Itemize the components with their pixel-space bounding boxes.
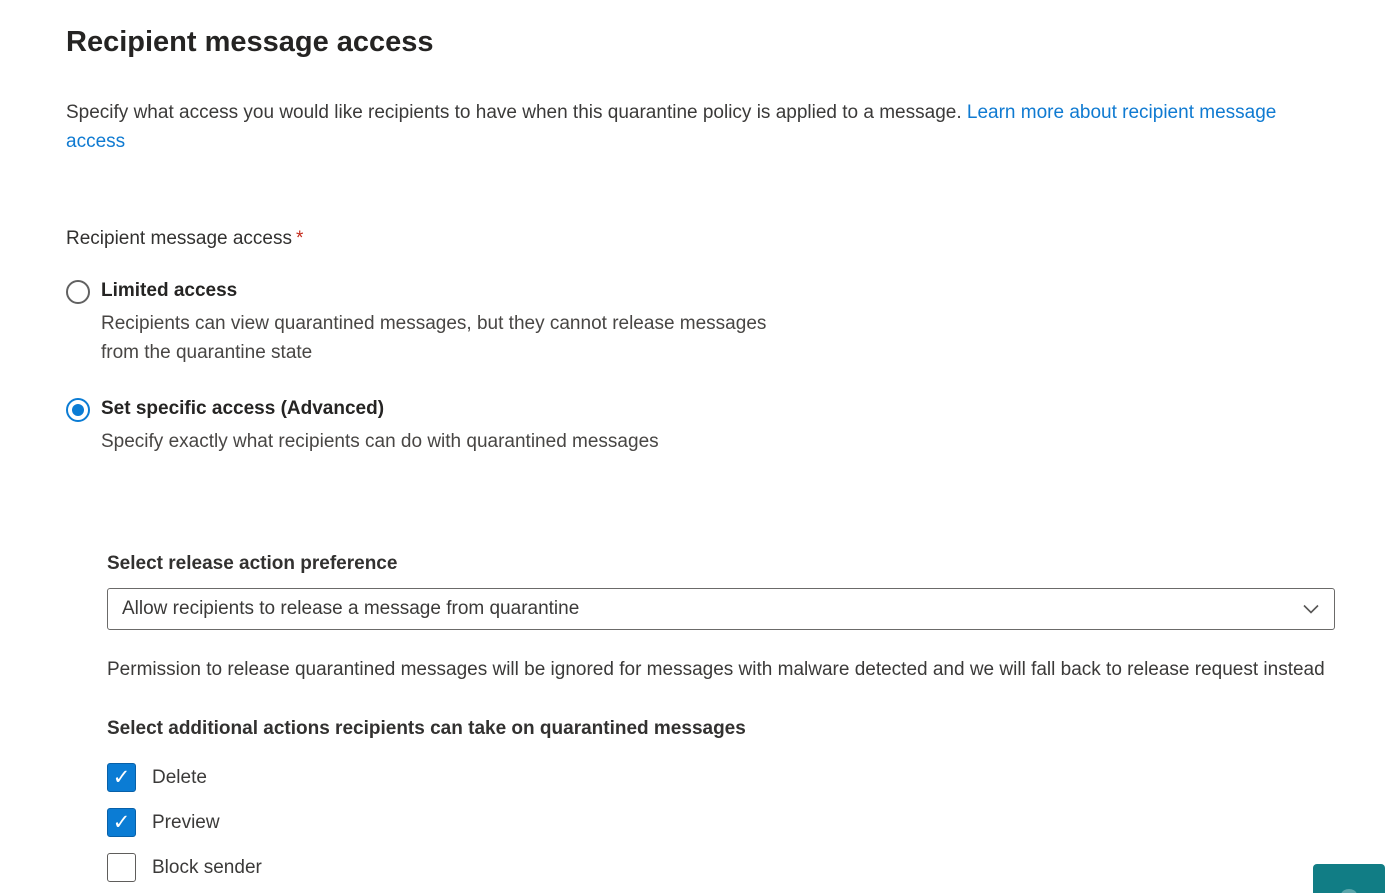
checkmark-icon: ✓ [112, 810, 131, 834]
set-specific-access-label[interactable]: Set specific access (Advanced) [101, 398, 385, 419]
release-preference-help-text: Permission to release quarantined messages will be ignored for messages with malware detected and we will fall back to release request instead [107, 659, 1325, 680]
set-specific-access-texts [101, 397, 659, 456]
limited-access-radio[interactable] [66, 280, 90, 304]
delete-checkbox[interactable] [107, 763, 136, 792]
additional-actions-label: Select additional actions recipients can take on quarantined messages [107, 718, 746, 739]
learn-more-link[interactable]: Learn more about recipient message access [66, 102, 1277, 152]
page-title: Recipient message access [66, 26, 434, 58]
checkbox-row-block-sender [107, 853, 1397, 882]
limited-access-label[interactable]: Limited access [101, 280, 238, 301]
required-marker: * [296, 228, 304, 249]
set-specific-access-radio[interactable] [66, 398, 90, 422]
limited-access-texts [101, 279, 801, 367]
intro-text-body: Specify what access you would like recipients to have when this quarantine policy is applied to a message. [66, 102, 962, 123]
block-sender-checkbox[interactable] [107, 853, 136, 882]
feedback-person-icon [1341, 889, 1357, 893]
set-specific-access-description: Specify exactly what recipients can do with quarantined messages [101, 431, 659, 452]
release-action-dropdown[interactable] [107, 588, 1335, 630]
radio-option-set-specific-access [66, 397, 1397, 456]
limited-access-description: Recipients can view quarantined messages, but they cannot release messages from the quarantine state [101, 313, 767, 363]
block-sender-checkbox-label[interactable]: Block sender [152, 856, 262, 878]
radio-group-label-text: Recipient message access [66, 228, 292, 249]
radio-option-limited-access [66, 279, 1397, 367]
intro-text [66, 98, 1334, 156]
delete-checkbox-label[interactable]: Delete [152, 766, 207, 788]
preview-checkbox-label[interactable]: Preview [152, 811, 220, 833]
checkbox-row-delete [107, 763, 1397, 792]
checkbox-row-preview [107, 808, 1397, 837]
release-preference-label: Select release action preference [107, 553, 398, 574]
feedback-button[interactable] [1313, 864, 1385, 893]
release-action-selected-value: Allow recipients to release a message from quarantine [122, 598, 580, 619]
advanced-access-section [107, 552, 1397, 882]
chevron-down-icon [1302, 603, 1320, 615]
preview-checkbox[interactable] [107, 808, 136, 837]
checkmark-icon: ✓ [112, 765, 131, 789]
radio-group-label [66, 226, 1397, 252]
